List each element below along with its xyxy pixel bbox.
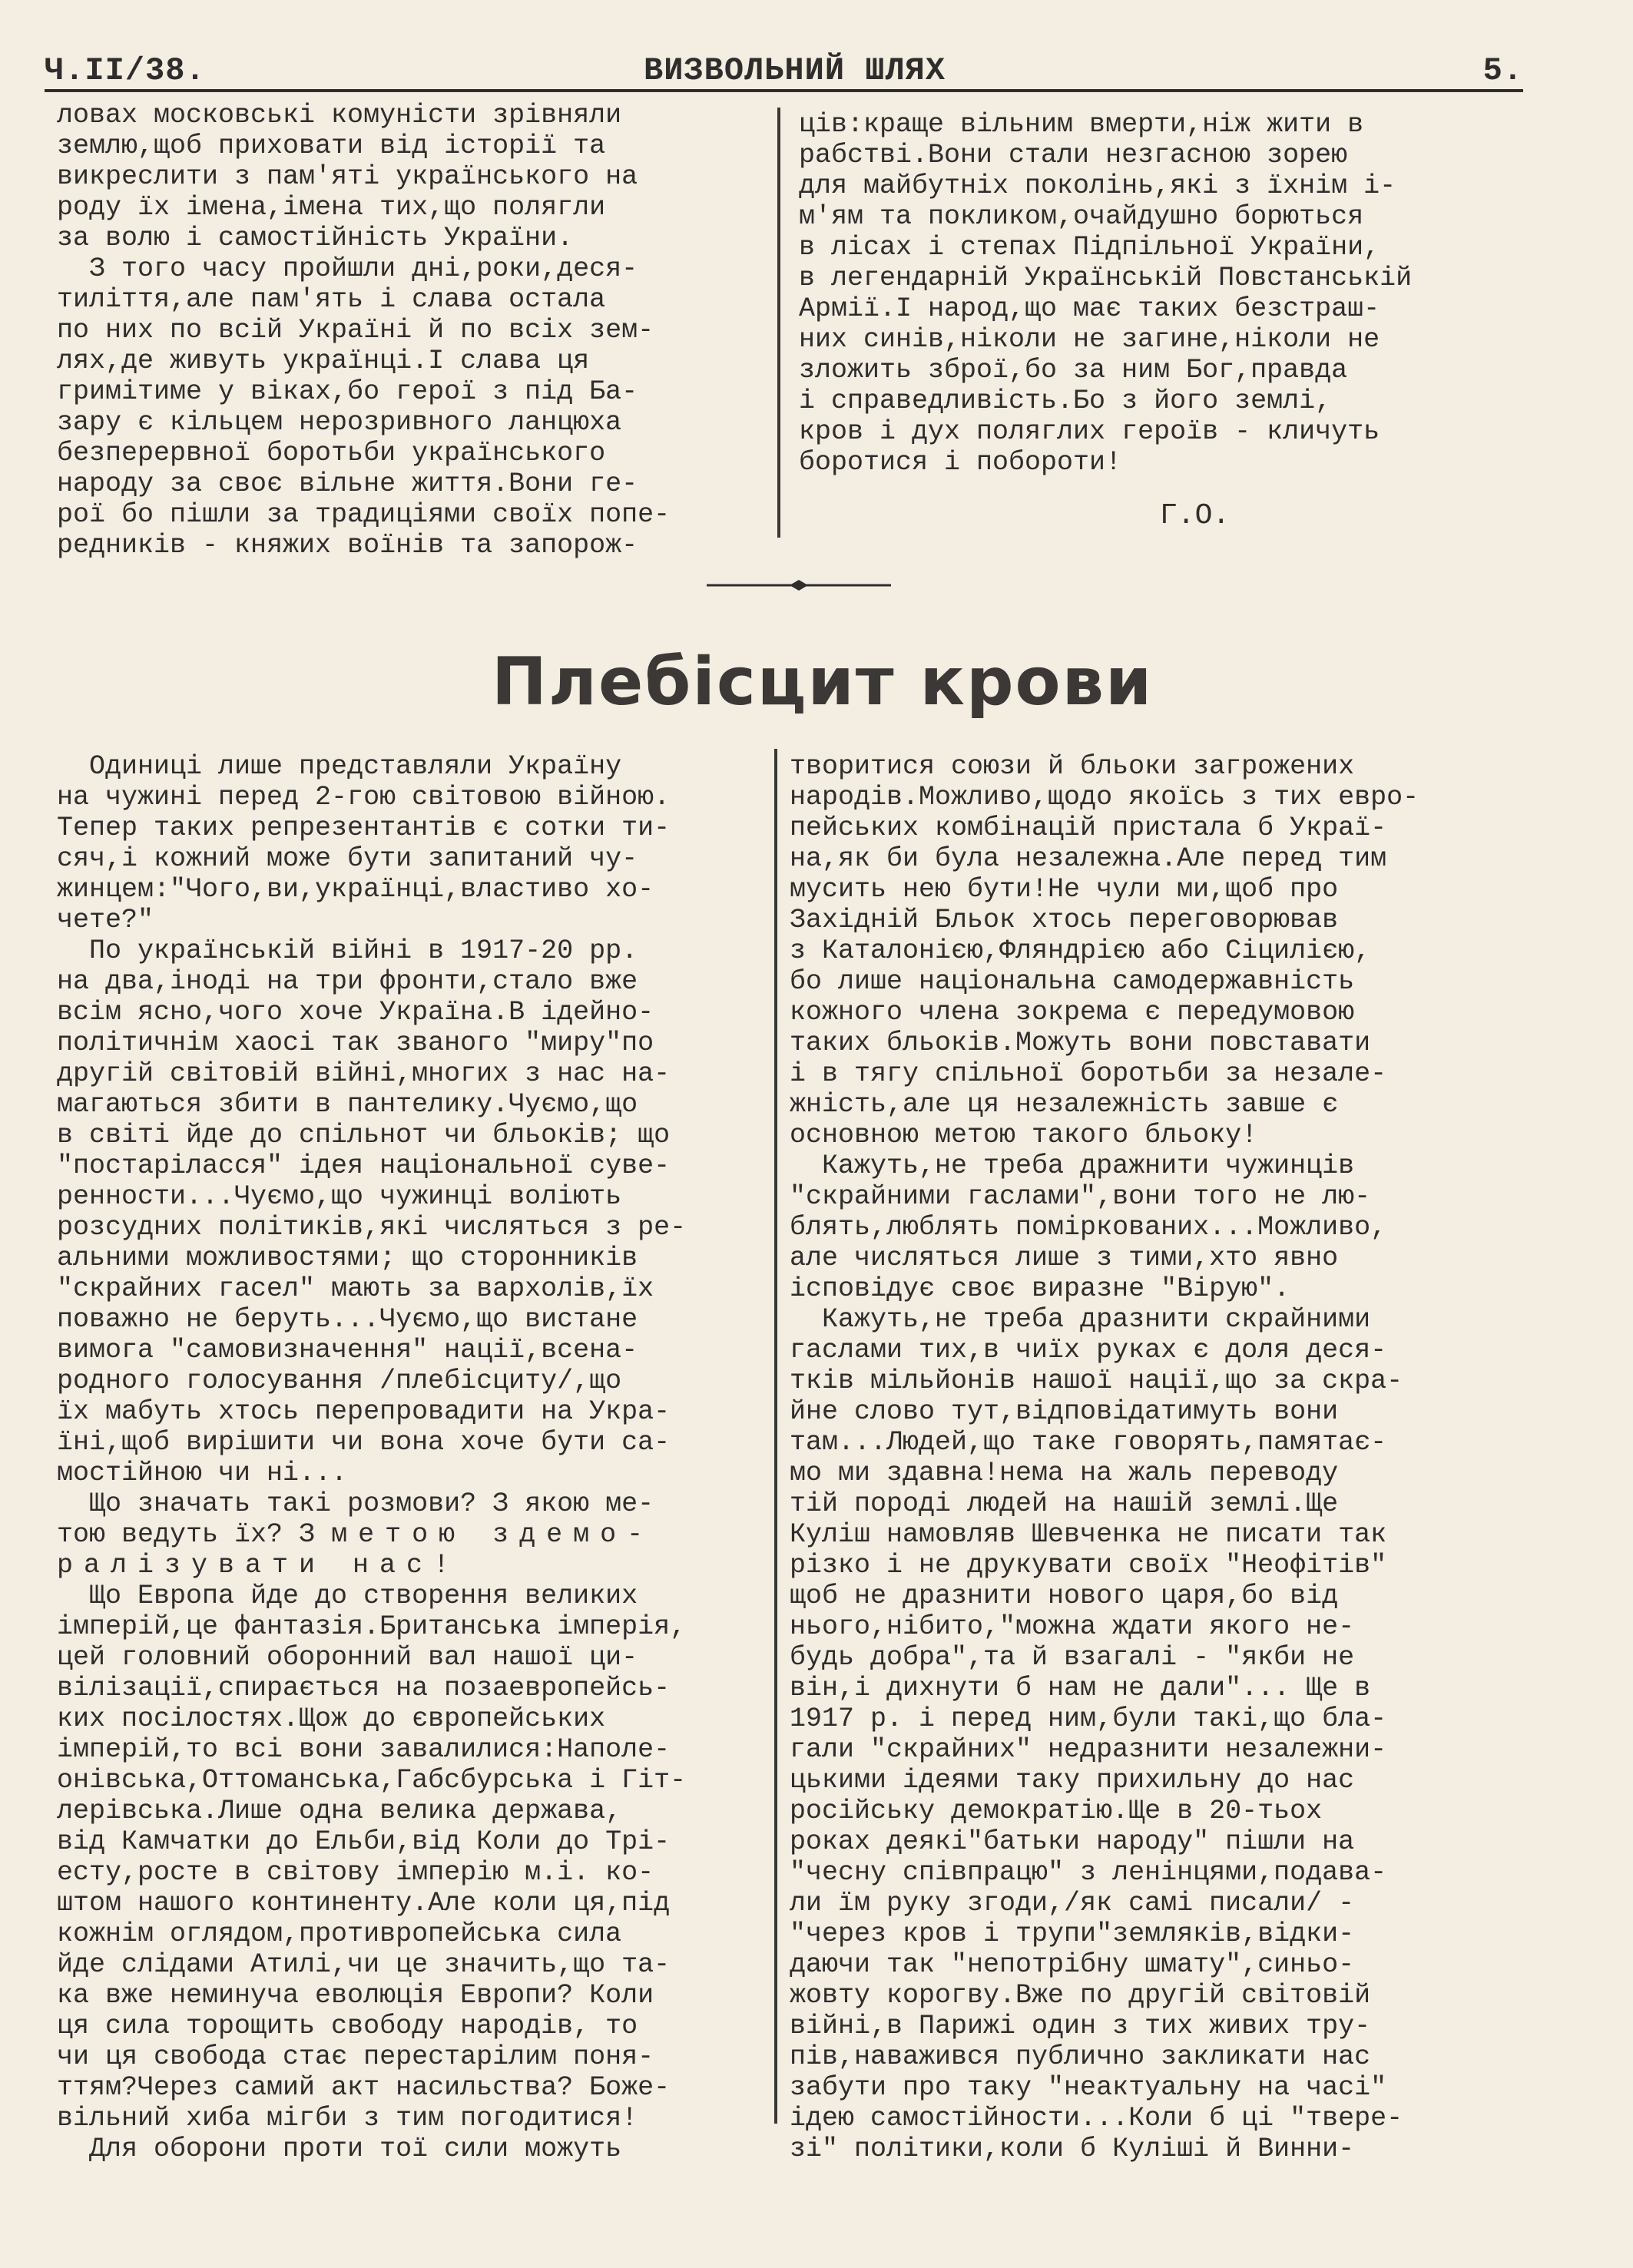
text-line: жинцем:"Чого,ви,українці,властиво хо- — [57, 874, 654, 905]
text-line: в світі йде до спільнот чи бльоків; що — [57, 1120, 671, 1151]
text-line: "постаріласся" ідея національної суве- — [57, 1151, 671, 1181]
header-rule — [45, 89, 1523, 92]
issue-number: Ч.II/38. — [45, 52, 206, 89]
text-line: Кажуть,не треба дразнити скрайними — [790, 1304, 1371, 1335]
text-line: онівська,Оттоманська,Габсбурська і Гіт- — [57, 1765, 687, 1796]
text-line: ців:краще вільним вмерти,ніж жити в — [799, 109, 1364, 140]
text-line: Що значать такі розмови? З якою ме- — [57, 1488, 654, 1519]
publication-title: ВИЗВОЛЬНИЙ ШЛЯХ — [644, 52, 946, 89]
text-line: безперервної боротьби українського — [57, 438, 606, 468]
text-line: ка вже неминуча еволюція Европи? Коли — [57, 1980, 654, 2011]
text-line: мусить нею бути!Не чули ми,щоб про — [790, 874, 1339, 905]
text-line: бо лише національна самодержавність — [790, 966, 1355, 997]
emphasized-phrase-part1: метою здемо- — [331, 1519, 654, 1550]
text-line: тій породі людей на нашій землі.Ще — [790, 1488, 1339, 1519]
text-line: Тепер таких репрезентантів є сотки ти- — [57, 813, 671, 843]
text-line: в легендарній Українській Повстанській — [799, 263, 1413, 293]
text-line: Кажуть,не треба дражнити чужинців — [790, 1151, 1355, 1181]
text-line: родного голосування /плебісциту/,що — [57, 1366, 622, 1396]
text-line: 1917 р. і перед ним,були такі,що бла- — [790, 1703, 1387, 1734]
text-line: війні,в Парижі один з тих живих тру- — [790, 2011, 1371, 2041]
text-line: гаслами тих,в чиїх руках є доля деся- — [790, 1335, 1387, 1366]
text-line: Для оборони проти тої сили можуть — [57, 2134, 622, 2164]
article-right-column — [790, 751, 1542, 2164]
text-line: землю,щоб приховати від історії та — [57, 131, 606, 161]
text-line: на,як би була незалежна.Але перед тим — [790, 843, 1387, 874]
text-line: і в тягу спільної боротьби за незале- — [790, 1058, 1387, 1089]
text-line: "чесну співпрацю" з ленінцями,подава- — [790, 1857, 1387, 1888]
text-line: цькими ідеями таку прихильну до нас — [790, 1765, 1355, 1796]
text-line: "через кров і трупи"земляків,відки- — [790, 1919, 1355, 1949]
text-line: гримітиме у віках,бо герої з під Ба- — [57, 376, 638, 407]
text-line: сяч,і кожний може бути запитаний чу- — [57, 843, 638, 874]
section-divider-ornament — [707, 578, 891, 593]
text-line: тою ведуть їх? З метою здемо- — [57, 1519, 654, 1550]
text-line: чи ця свобода стає перестарілим поня- — [57, 2041, 654, 2072]
text-line: гали "скрайних" недразнити незалежни- — [790, 1734, 1387, 1765]
text-line: політичнім хаосі так званого "миру"по — [57, 1028, 654, 1058]
text-line: жність,але ця незалежність завше є — [790, 1089, 1339, 1120]
text-line: ловах московські комуністи зрівняли — [57, 100, 622, 131]
text-line: тиліття,але пам'ять і слава остала — [57, 284, 606, 315]
text-line: рої бо пішли за традиціями своїх попе- — [57, 499, 671, 530]
column-divider-top — [777, 108, 780, 538]
text-line: будь добра",та й взагалі - "якби не — [790, 1642, 1355, 1673]
text-line: імперій,то всі вони завалилися:Наполе- — [57, 1734, 671, 1765]
text-line: По українській війні в 1917-20 рр. — [57, 935, 638, 966]
text-line: для майбутніх поколінь,які з їхнім і- — [799, 171, 1396, 201]
text-line: розсудних політиків,які числяться з ре- — [57, 1212, 687, 1243]
top-right-column — [799, 109, 1536, 478]
text-line: основною метою такого бльоку! — [790, 1120, 1258, 1151]
emphasized-phrase-part2: ралізувати нас! — [57, 1550, 461, 1581]
text-line: різко і не друкувати своїх "Неофітів" — [790, 1550, 1387, 1581]
text-line: них синів,ніколи не загине,ніколи не — [799, 324, 1380, 355]
text-line: забути про таку "неактуальну на часі" — [790, 2072, 1387, 2103]
text-line: від Камчатки до Ельби,від Коли до Трі- — [57, 1826, 671, 1857]
text-line: там...Людей,що таке говорять,памятає- — [790, 1427, 1387, 1458]
text-line: цей головний оборонний вал нашої ци- — [57, 1642, 638, 1673]
text-line: пейських комбінацій пристала б Украї- — [790, 813, 1387, 843]
text-line: редників - княжих воїнів та запорож- — [57, 530, 638, 561]
text-line — [57, 1550, 794, 1581]
text-line: їх мабуть хтось перепровадити на Укра- — [57, 1396, 671, 1427]
column-divider-bottom — [774, 749, 777, 2124]
text-line: кожнім оглядом,противропейська сила — [57, 1919, 622, 1949]
text-line: Одиниці лише представляли Україну — [57, 751, 622, 782]
text-line: альними можливостями; що сторонників — [57, 1243, 638, 1273]
text-line: ких посілостях.Щож до європейських — [57, 1703, 606, 1734]
text-line: мо ми здавна!нема на жаль переводу — [790, 1458, 1339, 1488]
text-line: ісповідує своє виразне "Вірую". — [790, 1273, 1290, 1304]
text-line: і справедливість.Бо з його землі, — [799, 386, 1332, 416]
text-line: викреслити з пам'яті українського на — [57, 161, 638, 192]
article-left-column — [57, 751, 794, 2164]
text-line: штом нашого континенту.Але коли ця,під — [57, 1888, 671, 1919]
text-line: імперій,це фантазія.Британська імперія, — [57, 1611, 687, 1642]
text-line: рабстві.Вони стали незгасною зорею — [799, 140, 1348, 171]
text-line: Куліш намовляв Шевченка не писати так — [790, 1519, 1387, 1550]
text-line: поважно не беруть...Чуємо,що вистане — [57, 1304, 638, 1335]
text-line: лях,де живуть українці.І слава ця — [57, 346, 590, 376]
text-line: ттям?Через самий акт насильства? Боже- — [57, 2072, 671, 2103]
text-line: зложить зброї,бо за ним Бог,правда — [799, 355, 1348, 386]
text-line: їні,щоб вирішити чи вона хоче бути са- — [57, 1427, 671, 1458]
text-line: З того часу пройшли дні,роки,деся- — [57, 253, 638, 284]
text-line: кров і дух поляглих героїв - кличуть — [799, 416, 1380, 447]
text-line: з Каталонією,Фляндрією або Сіцилією, — [790, 935, 1371, 966]
text-line: лерівська.Лише одна велика держава, — [57, 1796, 622, 1826]
page-number: 5. — [1482, 52, 1523, 89]
text-line: він,і дихнути б нам не дали"... Ще в — [790, 1673, 1371, 1703]
text-line: тків мільйонів нашої нації,що за скра- — [790, 1366, 1403, 1396]
text-line: роках деякі"батьки народу" пішли на — [790, 1826, 1355, 1857]
text-line: Армії.І народ,що має таких безстраш- — [799, 293, 1380, 324]
text-line: зі" політики,коли б Куліші й Винни- — [790, 2134, 1355, 2164]
text-line: кожного члена зокрема є передумовою — [790, 997, 1355, 1028]
text-line: на чужині перед 2-гою світовою війною. — [57, 782, 671, 813]
text-line: таких бльоків.Можуть вони повставати — [790, 1028, 1371, 1058]
text-line: пів,наважився публично закликати нас — [790, 2041, 1371, 2072]
text-line: вимога "самовизначення" нації,всена- — [57, 1335, 638, 1366]
text-line: за волю і самостійність України. — [57, 223, 574, 253]
text-line: щоб не дразнити нового царя,бо від — [790, 1581, 1339, 1611]
article-headline: Плебісцит крови — [492, 644, 1154, 720]
text-line: даючи так "непотрібну шмату",синьо- — [790, 1949, 1355, 1980]
text-line: йне слово тут,відповідатимуть вони — [790, 1396, 1339, 1427]
text-line: м'ям та покликом,очайдушно борються — [799, 201, 1364, 232]
text-line: боротися і побороти! — [799, 447, 1122, 478]
text-line: роду їх імена,імена тих,що полягли — [57, 192, 606, 223]
text-line: йде слідами Атилі,чи це значить,що та- — [57, 1949, 671, 1980]
text-line: другій світовій війні,многих з нас на- — [57, 1058, 671, 1089]
page-header — [45, 52, 1523, 92]
text-line: по них по всій Україні й по всіх зем- — [57, 315, 654, 346]
text-line: народу за своє вільне життя.Вони ге- — [57, 468, 638, 499]
text-line: на два,іноді на три фронти,стало вже — [57, 966, 638, 997]
text-line: чете?" — [57, 905, 154, 935]
text-line: "скрайних гасел" мають за вархолів,їх — [57, 1273, 654, 1304]
text-line: жовту корогву.Вже по другій світовій — [790, 1980, 1371, 2011]
text-line: мостійною чи ні... — [57, 1458, 348, 1488]
text-line: ли їм руку згоди,/як самі писали/ - — [790, 1888, 1355, 1919]
text-line: ідею самостійности...Коли б ці "твере- — [790, 2103, 1403, 2134]
text-line: народів.Можливо,щодо якоїсь з тих евро- — [790, 782, 1419, 813]
text-line: зару є кільцем нерозривного ланцюха — [57, 407, 622, 438]
text-line: творитися союзи й бльоки загрожених — [790, 751, 1355, 782]
text-line: всім ясно,чого хоче Україна.В ідейно- — [57, 997, 654, 1028]
author-signature: Г.О. — [1160, 499, 1231, 532]
text-line: вільний хиба мігби з тим погодитися! — [57, 2103, 638, 2134]
top-left-column — [57, 100, 764, 561]
text-line: російську демократію.Ще в 20-тьох — [790, 1796, 1323, 1826]
text-line: магаються збити в пантелику.Чуємо,що — [57, 1089, 638, 1120]
text-line: але числяться лише з тими,хто явно — [790, 1243, 1339, 1273]
text-line: Західній Бльок хтось переговорював — [790, 905, 1339, 935]
text-line: нього,нібито,"можна ждати якого не- — [790, 1611, 1355, 1642]
text-line: ця сила торощить свободу народів, то — [57, 2011, 638, 2041]
text-line: есту,росте в світову імперію м.і. ко- — [57, 1857, 654, 1888]
text-line: вілізації,спирається на позаевропейсь- — [57, 1673, 671, 1703]
text-line: ренности...Чуємо,що чужинці воліють — [57, 1181, 622, 1212]
text-line: в лісах і степах Підпільної України, — [799, 232, 1380, 263]
text-line: Що Европа йде до створення великих — [57, 1581, 638, 1611]
text-line: блять,люблять поміркованих...Можливо, — [790, 1212, 1387, 1243]
text-line: "скрайними гаслами",вони того не лю- — [790, 1181, 1371, 1212]
